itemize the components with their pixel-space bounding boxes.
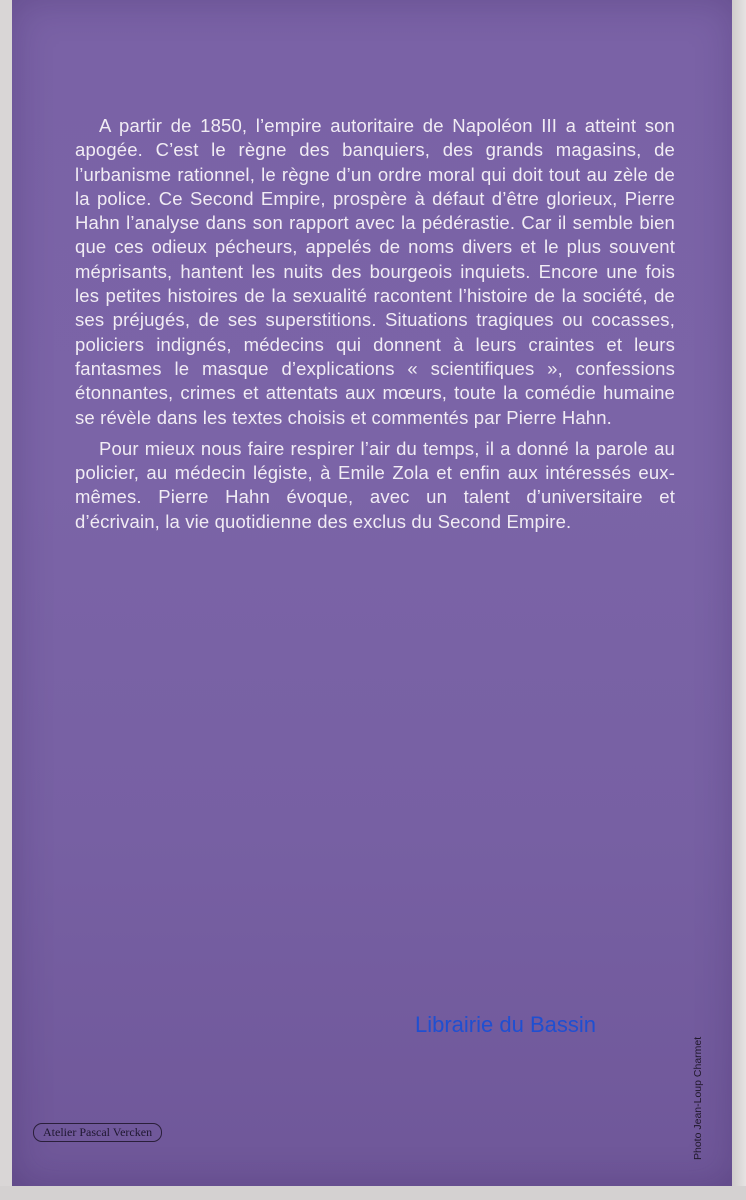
page-edge bbox=[732, 0, 746, 1200]
photo-credit: Photo Jean-Loup Charmet bbox=[692, 1036, 704, 1160]
blurb-paragraph-1: A partir de 1850, l’empire autoritaire de Napoléon III a atteint son apogée. C’est le règne des banquiers, des grands magasins, de l’urbanisme rationnel, le règne d’un ordre moral qui doit tout au zèle de la police. Ce Second Empire, prospère à défaut d’être glorieux, Pierre Hahn l’analyse dans son rapport avec la pédérastie. Car il semble bien que ces odieux pécheurs, appelés de noms divers et le plus souvent méprisants, hantent les nuits des bourgeois inquiets. Encore une fois les petites histoires de la sexualité racontent l’histoire de la société, de ses préjugés, de ses superstitions. Situations tragiques ou cocasses, policiers indignés, médecins qui donnent à leurs craintes et leurs fantasmes le masque d’explications « scientifiques », confessions étonnantes, crimes et attentats aux mœurs, toute la comédie humaine se révèle dans les textes choisis et commentés par Pierre Hahn. bbox=[75, 115, 675, 428]
design-studio-label: Atelier Pascal Vercken bbox=[33, 1123, 162, 1142]
blurb-paragraph-2: Pour mieux nous faire respirer l’air du temps, il a donné la parole au policier, au médecin légiste, à Emile Zola et enfin aux intéressés eux-mêmes. Pierre Hahn évoque, avec un talent d’universitaire et d’écrivain, la vie quotidienne des exclus du Second Empire. bbox=[75, 437, 675, 532]
back-cover-blurb bbox=[75, 114, 675, 534]
bottom-edge bbox=[0, 1186, 746, 1200]
bookseller-watermark: Librairie du Bassin bbox=[415, 1012, 596, 1037]
